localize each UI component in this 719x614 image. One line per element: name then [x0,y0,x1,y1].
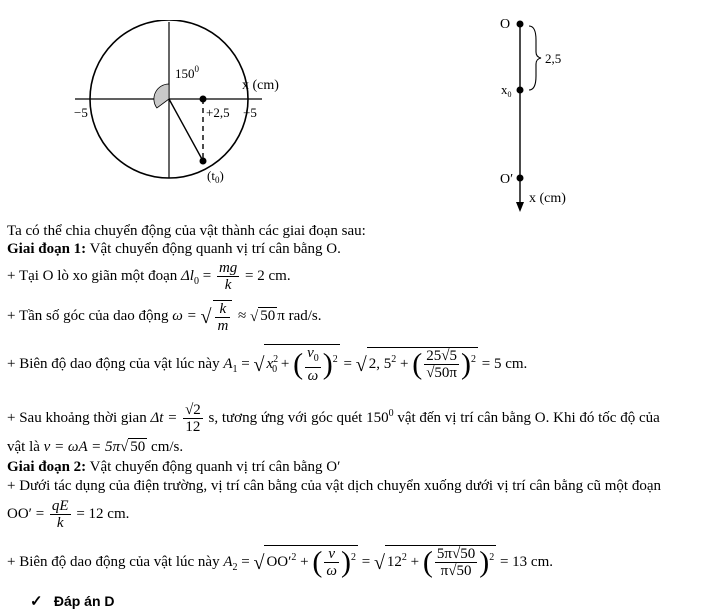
radius-to-t0 [169,99,203,161]
point-Oprime [517,175,524,182]
amp2-radicand: $OO'^2$ + ( $\frac{v}{\omega}$ )$^2$ [266,545,356,580]
stage1-title: Giai đoạn 1: [7,241,87,257]
velocity-unit: cm/s. [147,439,184,455]
angle-sector [154,84,169,108]
amp1-radicand: $x^2_0$ + ( $\frac{v_0}{\omega}$ )$^2$ [266,345,338,385]
intro-line: Ta có thể chia chuyển động của vật thành các giai đoạn sau: [7,223,366,239]
amp2-result: = 13 cm. [496,554,553,570]
velocity-line: vật là v = ωA = 5π√ 50 cm/s. [7,439,184,455]
distance-label: 2,5 [545,51,562,66]
stage1-desc: Vật chuyển động quanh vị trí cân bằng O. [86,241,341,257]
O-label: O [500,17,511,32]
x0-label: $x_0$ [501,82,512,99]
stretch-result: = 2 cm. [241,268,291,284]
sqrt50-v: 50 [130,439,146,455]
stage2-desc: Vật chuyển động quanh vị trí cân bằng O′ [86,459,341,475]
point-x0 [200,96,207,103]
amp2-radicand-num: $12^2$ + ( $\frac{5\pi√50}{\pi√50}$ )$^2$ [386,545,495,580]
time-mid: s, tương ứng với góc quét 150 [204,410,389,426]
sqrt50: 50 [260,308,276,324]
stage1-line [7,240,341,258]
stretch-text: + Tại O lò xo giãn một đoạn [7,268,181,284]
field-line: + Dưới tác dụng của điện trường, vị trí cân bằng của vật dịch chuyển xuống dưới vị trí cân bằng cũ một đoạn [7,478,661,494]
time-end: vật đến vị trí cân bằng O. Khi đó tốc độ của [393,410,660,426]
sqrt2-over-12: $\frac{√2}{12}$ [185,402,201,436]
omega-text: + Tần số góc của dao động [7,308,173,324]
k-over-m: $\frac{k}{m}$ [213,300,232,334]
mg-over-k: $\frac{mg}{k}$ [218,260,238,294]
qE-over-k: $\frac{qE}{k}$ [51,498,69,532]
x-axis-label: x (cm) [529,191,566,206]
A2: A [223,554,233,570]
amp2-text: + Biên độ dao động của vật lúc này [7,554,224,570]
point-x0 [517,87,524,94]
A1: A [223,356,233,372]
vertical-axis-diagram [495,10,585,215]
delta-l: Δl [181,268,194,284]
ooprime-line [7,496,129,532]
amplitude2-line: + Biên độ dao động của vật lúc này $A_2$ = √ $OO'^2$ + ( $\frac{v}{\omega}$ )$^2$ = √ $12^2$ + ( $\frac{5\pi√50}{\pi√50}$ )$^2$ = 13 cm. [7,545,553,580]
angle-label: $150^0$ [175,64,199,81]
answer-text: Đáp án D [53,593,115,609]
stage2-line [7,458,340,476]
time-line: + Sau khoảng thời gian Δt = $\frac{√2}{12}$ s, tương ứng với góc quét $150^0$ vật đến vị trí cân bằng O. Khi đó tốc độ của [7,402,660,436]
velocity-text: vật là [7,439,44,455]
minus5-label: −5 [74,105,88,120]
arrow-head [516,202,524,212]
omega-eq: ω = [172,308,201,324]
Oprime-label: O′ [500,172,514,187]
x-axis-label: x (cm) [242,78,279,93]
omega-result: π rad/s. [277,308,322,324]
approx: ≈ [234,308,251,324]
omega-line: + Tần số góc của dao động ω = √ $\frac{k}{m}$ ≈ √ 50 π rad/s. [7,300,322,334]
check-icon: ✓ [30,594,43,610]
amp1-result: = 5 cm. [478,356,528,372]
amp1-text: + Biên độ dao động của vật lúc này [7,356,224,372]
velocity-eq: v = ωA = 5π [43,439,121,455]
circle-diagram [60,20,320,190]
point-t0 [200,158,207,165]
answer-line [30,592,115,611]
amplitude1-line: + Biên độ dao động của vật lúc này $A_1$ = √ $x^2_0$ + ( $\frac{v_0}{\omega}$ )$^2$ = √ 2, $5^2$ + ( $\frac{25√5}{√50\pi}$ )$^2$ = 5 cm. [7,345,528,385]
stretch-line [7,258,291,300]
t0-label: $(t_0)$ [207,168,224,185]
point-O [517,21,524,28]
ooprime-eq: OO′ = [7,506,48,522]
ooprime-result: = 12 cm. [72,506,130,522]
time-text: + Sau khoảng thời gian [7,410,151,426]
delta-l-sub: 0 [193,276,199,287]
delta-t: Δt = [150,410,182,426]
distance-brace [529,26,541,90]
stage2-title: Giai đoạn 2: [7,459,87,475]
amp1-radicand-num: 2, $5^2$ + ( $\frac{25√5}{√50\pi}$ )$^2$ [368,347,476,382]
plus25-label: +2,5 [206,105,230,120]
plus5-label: +5 [243,105,257,120]
eq: = [198,268,215,284]
